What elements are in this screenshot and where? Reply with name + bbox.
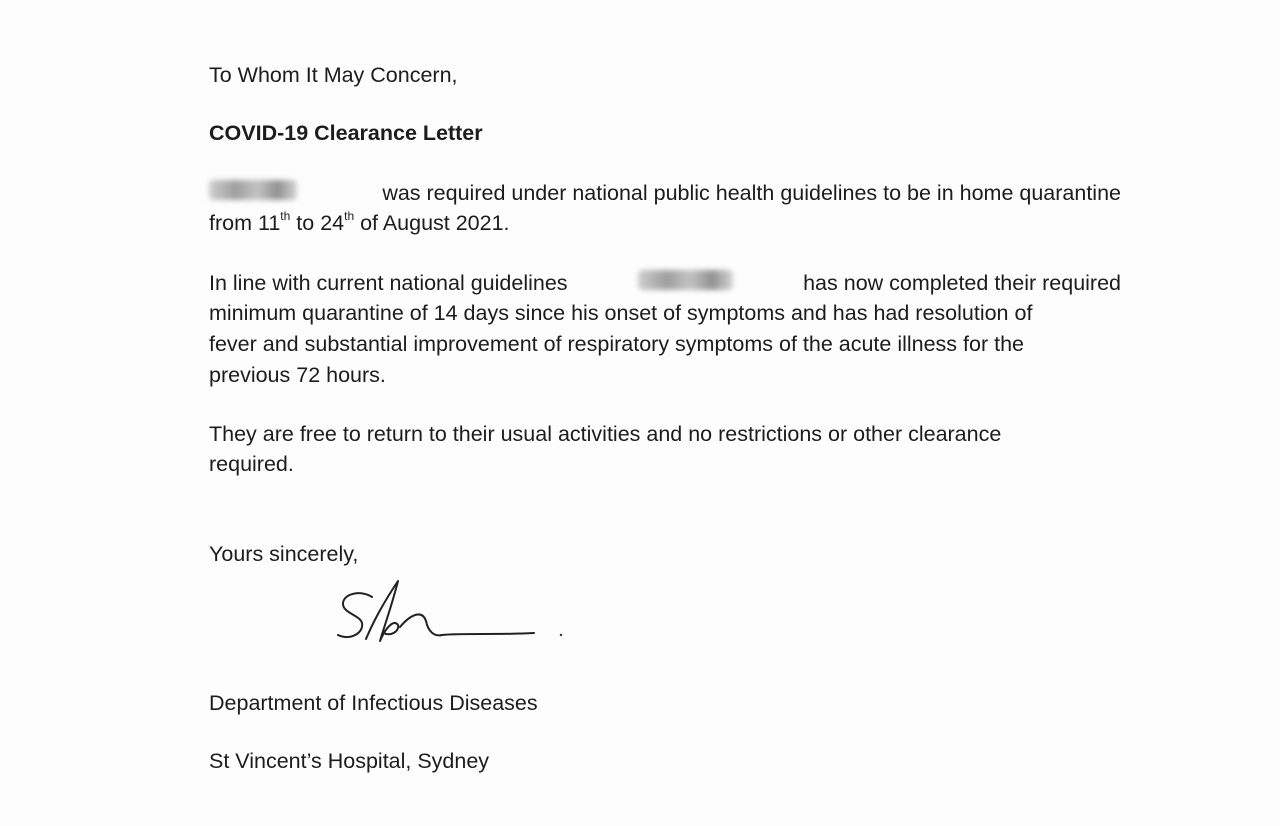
redacted-name (638, 270, 733, 290)
department: Department of Infectious Diseases (209, 691, 538, 715)
paragraph-1-line-2 (209, 210, 510, 236)
paragraph-3-line-1 (209, 421, 1121, 447)
paragraph-3-line-2: required. (209, 452, 294, 476)
date-to-text: to 24 (290, 211, 345, 235)
letter-title: COVID-19 Clearance Letter (209, 121, 483, 145)
date-rest-text: of August 2021. (354, 211, 510, 235)
signature (330, 575, 570, 655)
paragraph-2-line-3 (209, 331, 1121, 357)
paragraph-2-line-1 (209, 270, 1121, 296)
paragraph-2-line-4: previous 72 hours. (209, 363, 386, 387)
paragraph-1-line-1-text: was required under national public health guidelines to be in home quarantine (382, 181, 1121, 205)
paragraph-1-line-1 (209, 180, 1121, 206)
ordinal-suffix: th (344, 208, 355, 223)
closing: Yours sincerely, (209, 542, 359, 566)
paragraph-3-line-1-text: They are free to return to their usual activities and no restrictions or other clearance (209, 422, 1002, 446)
paragraph-2-line-3-text: fever and substantial improvement of respiratory symptoms of the acute illness for the (209, 332, 1024, 356)
hospital: St Vincent’s Hospital, Sydney (209, 749, 490, 773)
redacted-name (209, 180, 297, 200)
ordinal-suffix: th (280, 208, 291, 223)
salutation: To Whom It May Concern, (209, 63, 458, 87)
paragraph-2-line-1-end: has now completed their required (803, 271, 1121, 295)
paragraph-2-line-1-start: In line with current national guidelines (209, 271, 568, 295)
paragraph-2-line-2-text: minimum quarantine of 14 days since his onset of symptoms and has had resolution of (209, 301, 1033, 325)
date-from-text: from 11 (209, 211, 281, 235)
paragraph-2-line-2 (209, 300, 1121, 326)
